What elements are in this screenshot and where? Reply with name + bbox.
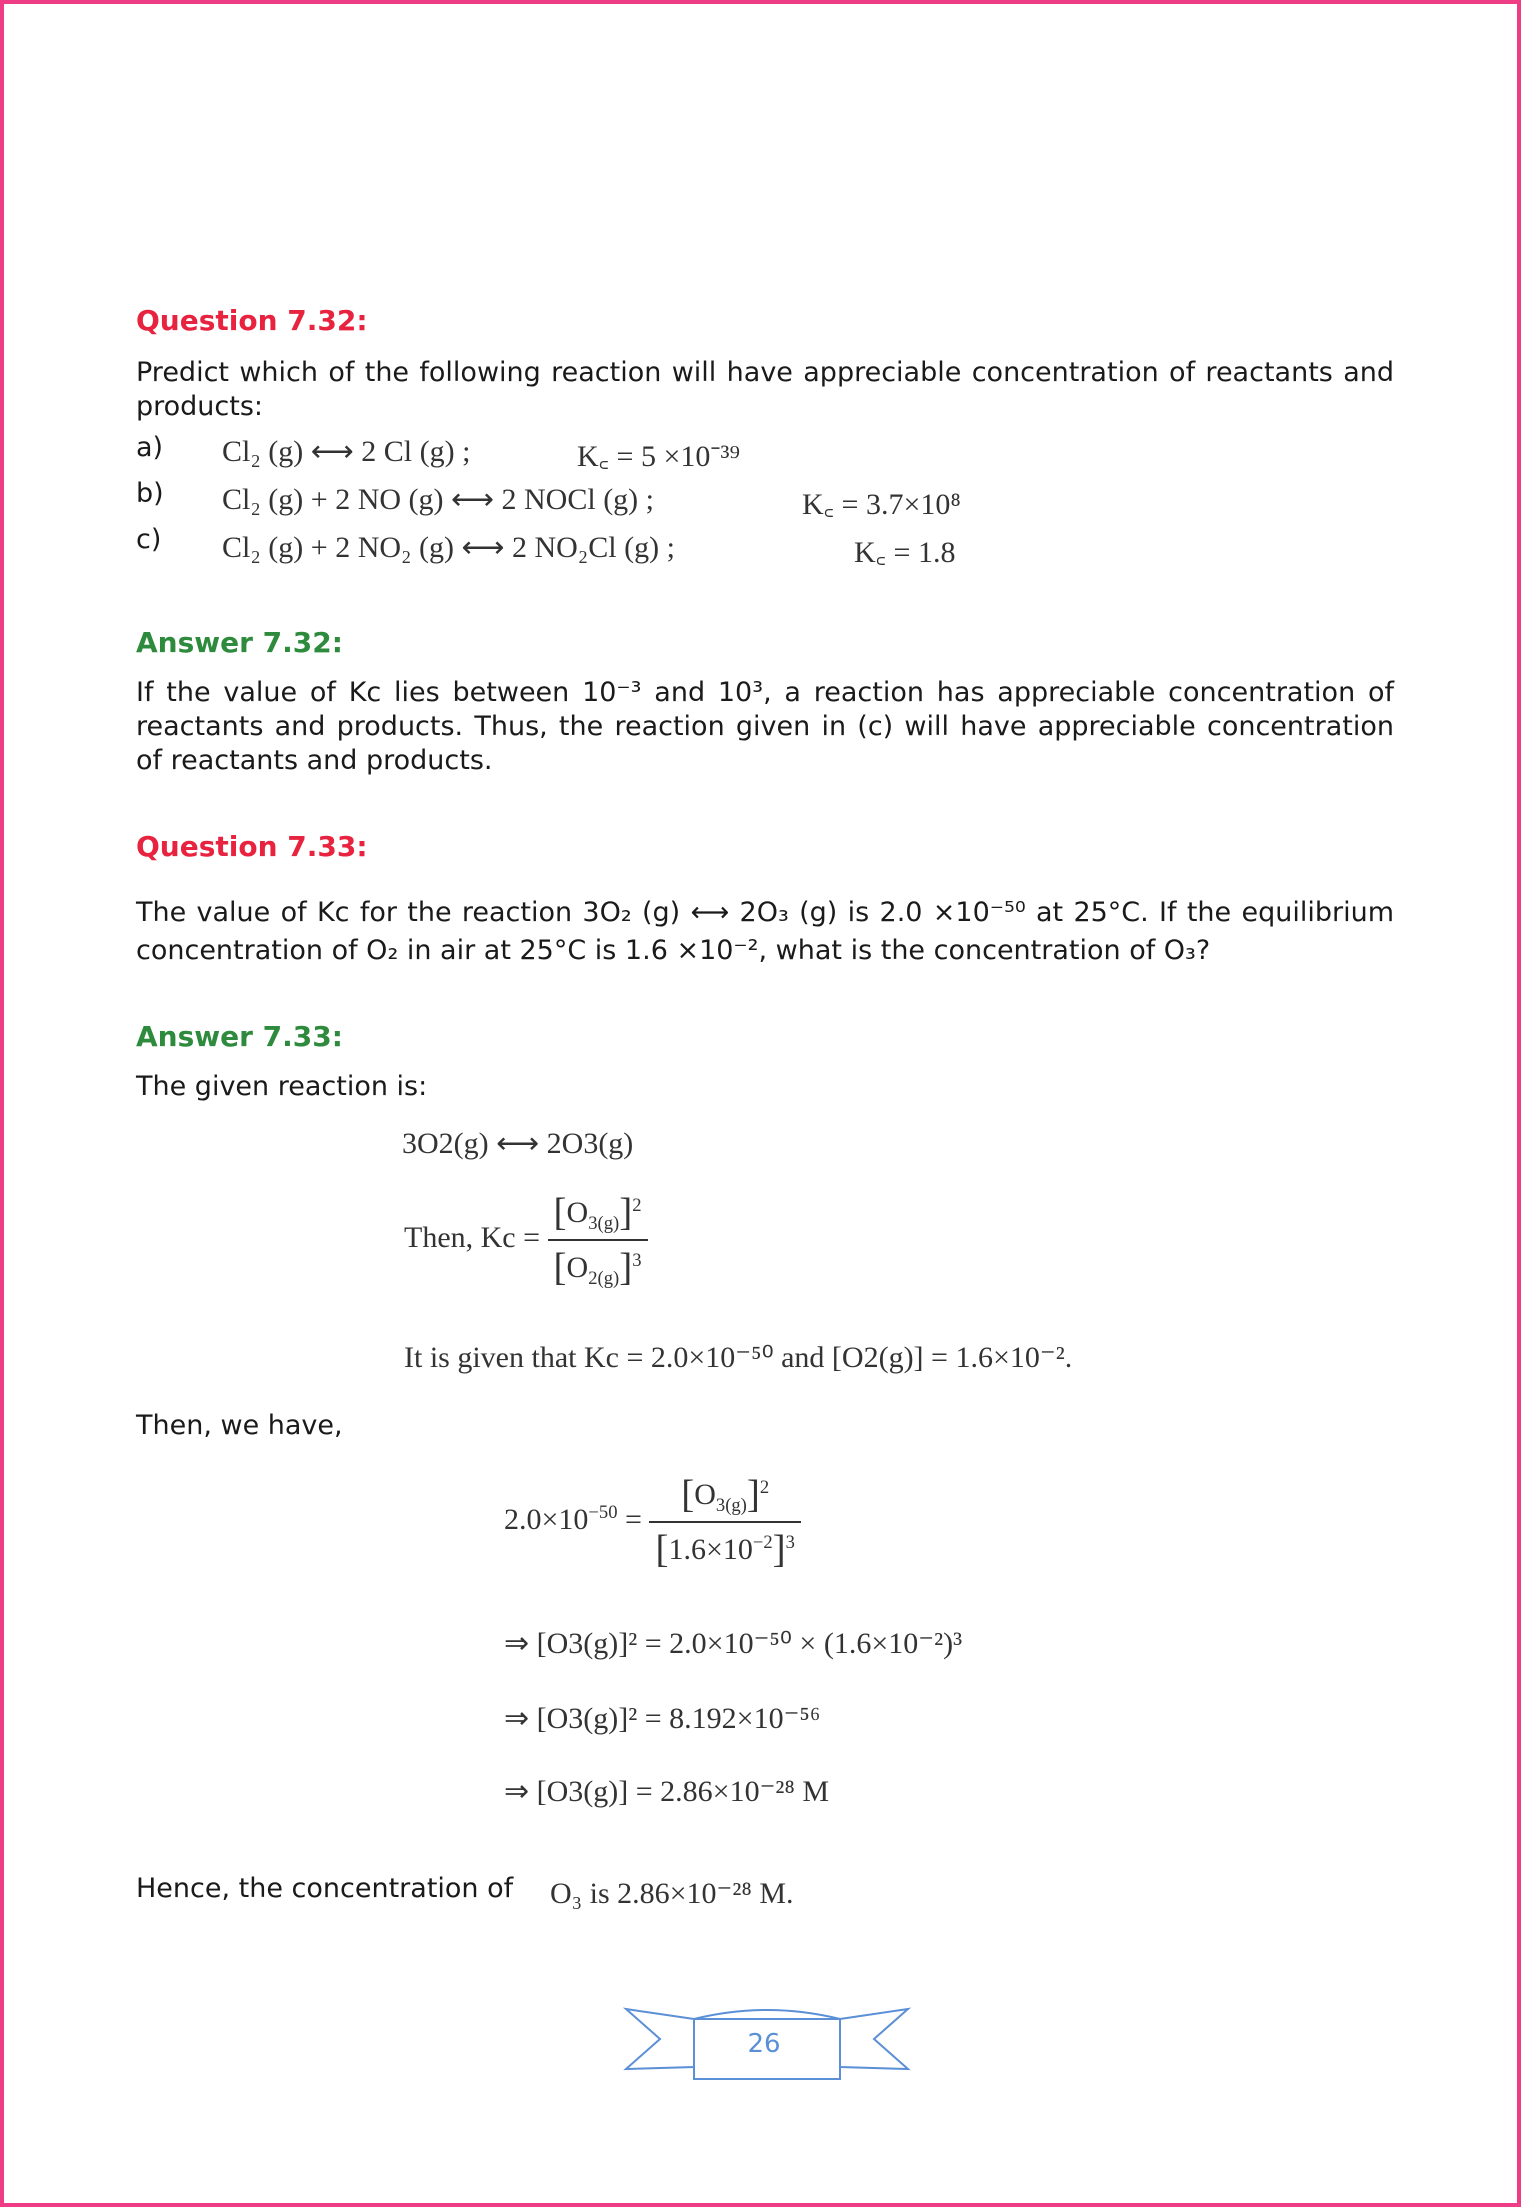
option-a-k: K꜀ = 5 ×10⁻³⁹ — [577, 440, 740, 473]
option-b-reaction: Cl₂ (g) + 2 NO (g) ⟷ 2 NOCl (g) ; — [222, 483, 655, 516]
given-reaction: 3O2(g) ⟷ 2O3(g) — [402, 1127, 634, 1160]
page-number: 26 — [747, 2029, 781, 2059]
step-4: ⇒ [O3(g)] = 2.86×10⁻²⁸ M — [504, 1775, 830, 1808]
kc-fraction — [548, 1190, 648, 1290]
step-2: ⇒ [O3(g)]² = 2.0×10⁻⁵⁰ × (1.6×10⁻²)³ — [504, 1627, 963, 1660]
kc-denominator: $[O_{2(g)}]^3$ — [553, 1246, 642, 1289]
question-7-32-text: Predict which of the following reaction will have appreciable concentration of reactants and products: — [136, 357, 1394, 422]
conclusion-text: Hence, the concentration of — [136, 1873, 514, 1904]
option-a-reaction: Cl₂ (g) ⟷ 2 Cl (g) ; — [222, 435, 471, 468]
option-b-equation — [222, 482, 961, 521]
kc-numerator: $[O_{3(g)}]^2$ — [548, 1190, 648, 1241]
option-c-reaction: Cl₂ (g) + 2 NO₂ (g) ⟷ 2 NO₂Cl (g) ; — [222, 531, 675, 564]
step-1-lhs: $2.0\times 10^{-50}$ = — [504, 1501, 642, 1536]
given-values: It is given that Kc = 2.0×10⁻⁵⁰ and [O2(g)] = 1.6×10⁻². — [404, 1341, 1073, 1374]
question-7-33-text: The value of Kc for the reaction 3O₂ (g) ⟷ 2O₃ (g) is 2.0 ×10⁻⁵⁰ at 25°C. If the equilibrium concentration of O₂ in air at 25°C is 1.6 ×10⁻², what is the concentration of O₃? — [136, 897, 1394, 966]
kc-label: Then, Kc = — [404, 1220, 541, 1254]
option-c-k: K꜀ = 1.8 — [854, 536, 956, 569]
question-7-32-heading: Question 7.32: — [136, 304, 368, 337]
answer-7-32-text: If the value of Kc lies between 10⁻³ and 10³, a reaction has appreciable concentration of reactants and products. Thus, the reaction given in (c) will have appreciable concentration of reactants and products. — [136, 677, 1394, 776]
kc-expression — [404, 1190, 648, 1290]
option-c-label: c) — [136, 524, 162, 555]
then-we-have: Then, we have, — [136, 1410, 343, 1441]
answer-7-33-intro: The given reaction is: — [136, 1071, 428, 1102]
option-b-k: K꜀ = 3.7×10⁸ — [802, 488, 961, 521]
step-1-fraction — [649, 1472, 801, 1572]
question-7-33-heading: Question 7.33: — [136, 830, 368, 863]
conclusion-value: O₃ is 2.86×10⁻²⁸ M. — [550, 1877, 794, 1910]
option-a-equation — [222, 434, 740, 473]
step-1 — [504, 1472, 801, 1572]
option-b-label: b) — [136, 478, 164, 509]
step-3: ⇒ [O3(g)]² = 8.192×10⁻⁵⁶ — [504, 1702, 821, 1735]
answer-7-33-heading: Answer 7.33: — [136, 1020, 343, 1053]
option-c-equation — [222, 530, 956, 569]
option-a-label: a) — [136, 432, 164, 463]
answer-7-32-heading: Answer 7.32: — [136, 626, 343, 659]
step-1-numerator: $[O_{3(g)}]^2$ — [649, 1472, 801, 1523]
step-1-denominator: $[1.6\times 10^{-2}]^3$ — [655, 1528, 795, 1571]
